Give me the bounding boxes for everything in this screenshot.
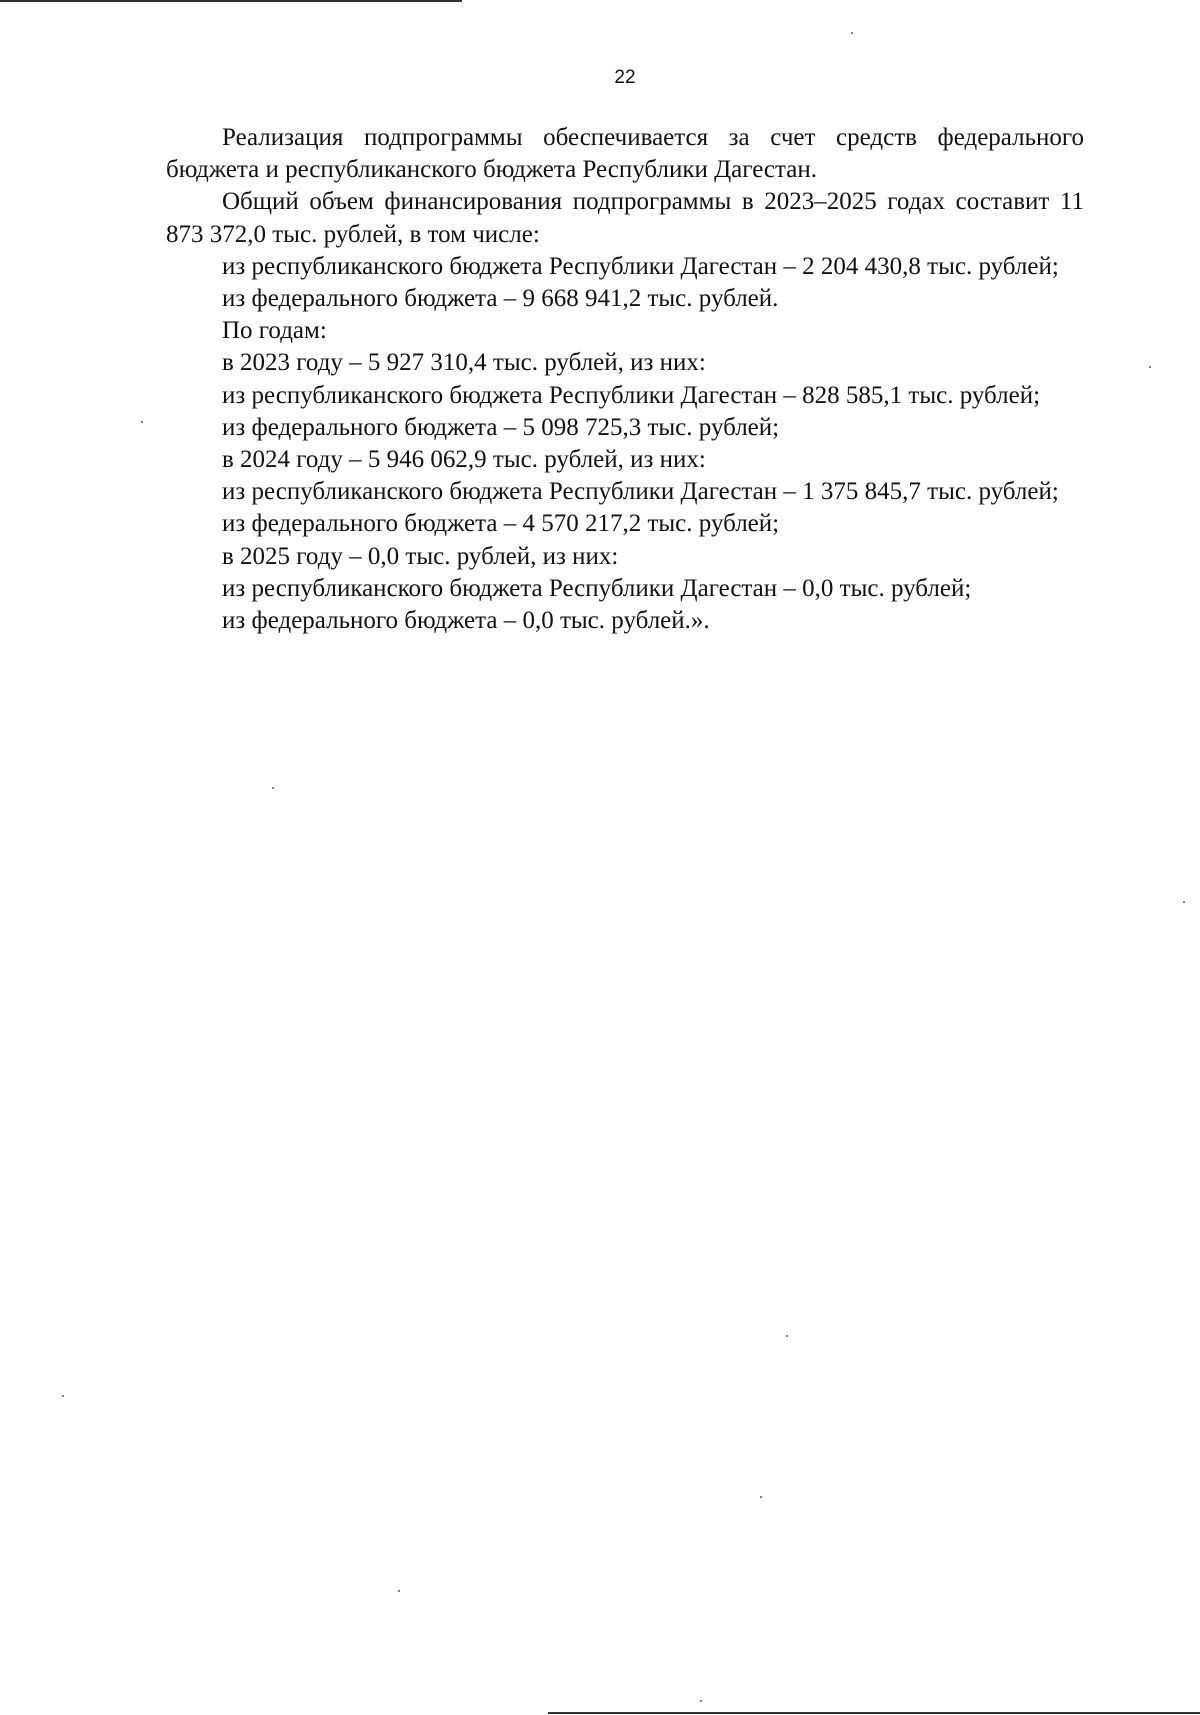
paragraph-2024-federal: из федерального бюджета – 4 570 217,2 тыс. рублей; <box>222 510 780 538</box>
page-number: 22 <box>614 67 636 88</box>
scan-edge-top <box>0 0 462 2</box>
paragraph-total-volume: Общий объем финансирования подпрограммы в 2023–2025 годах составит 11 873 372,0 тыс. рублей, в том числе: <box>166 188 1084 248</box>
paragraph-2023-republican: из республиканского бюджета Республики Дагестан – 828 585,1 тыс. рублей; <box>222 381 1041 409</box>
paragraph-2025-total: в 2025 году – 0,0 тыс. рублей, из них: <box>222 542 619 570</box>
scan-speck <box>851 32 853 34</box>
paragraph-2023-federal: из федерального бюджета – 5 098 725,3 тыс. рублей; <box>222 413 780 441</box>
scan-speck <box>1183 901 1185 903</box>
scan-speck <box>272 787 274 789</box>
paragraph-2023-total: в 2023 году – 5 927 310,4 тыс. рублей, из них: <box>222 349 706 377</box>
scan-speck <box>398 1590 400 1592</box>
scan-speck <box>760 1496 762 1498</box>
paragraph-2025-republican: из республиканского бюджета Республики Дагестан – 0,0 тыс. рублей; <box>222 574 972 602</box>
scan-speck <box>786 1335 788 1337</box>
paragraph-2024-republican: из республиканского бюджета Республики Дагестан – 1 375 845,7 тыс. рублей; <box>222 478 1059 506</box>
paragraph-total-federal: из федерального бюджета – 9 668 941,2 тыс. рублей. <box>222 285 779 313</box>
scan-speck <box>62 1395 64 1397</box>
paragraph-by-years: По годам: <box>222 317 327 345</box>
paragraph-2024-total: в 2024 году – 5 946 062,9 тыс. рублей, из них: <box>222 446 706 474</box>
scan-edge-bottom <box>548 1712 1200 1714</box>
scan-speck <box>1149 366 1151 368</box>
scan-speck <box>700 1700 702 1702</box>
scan-speck <box>141 421 143 423</box>
paragraph-total-republican: из республиканского бюджета Республики Дагестан – 2 204 430,8 тыс. рублей; <box>222 252 1059 280</box>
paragraph-funding-sources: Реализация подпрограммы обеспечивается за счет средств федерального бюджета и республиканского бюджета Республики Дагестан. <box>166 124 1084 184</box>
document-body <box>166 122 1084 637</box>
paragraph-2025-federal: из федерального бюджета – 0,0 тыс. рублей.». <box>222 607 710 635</box>
